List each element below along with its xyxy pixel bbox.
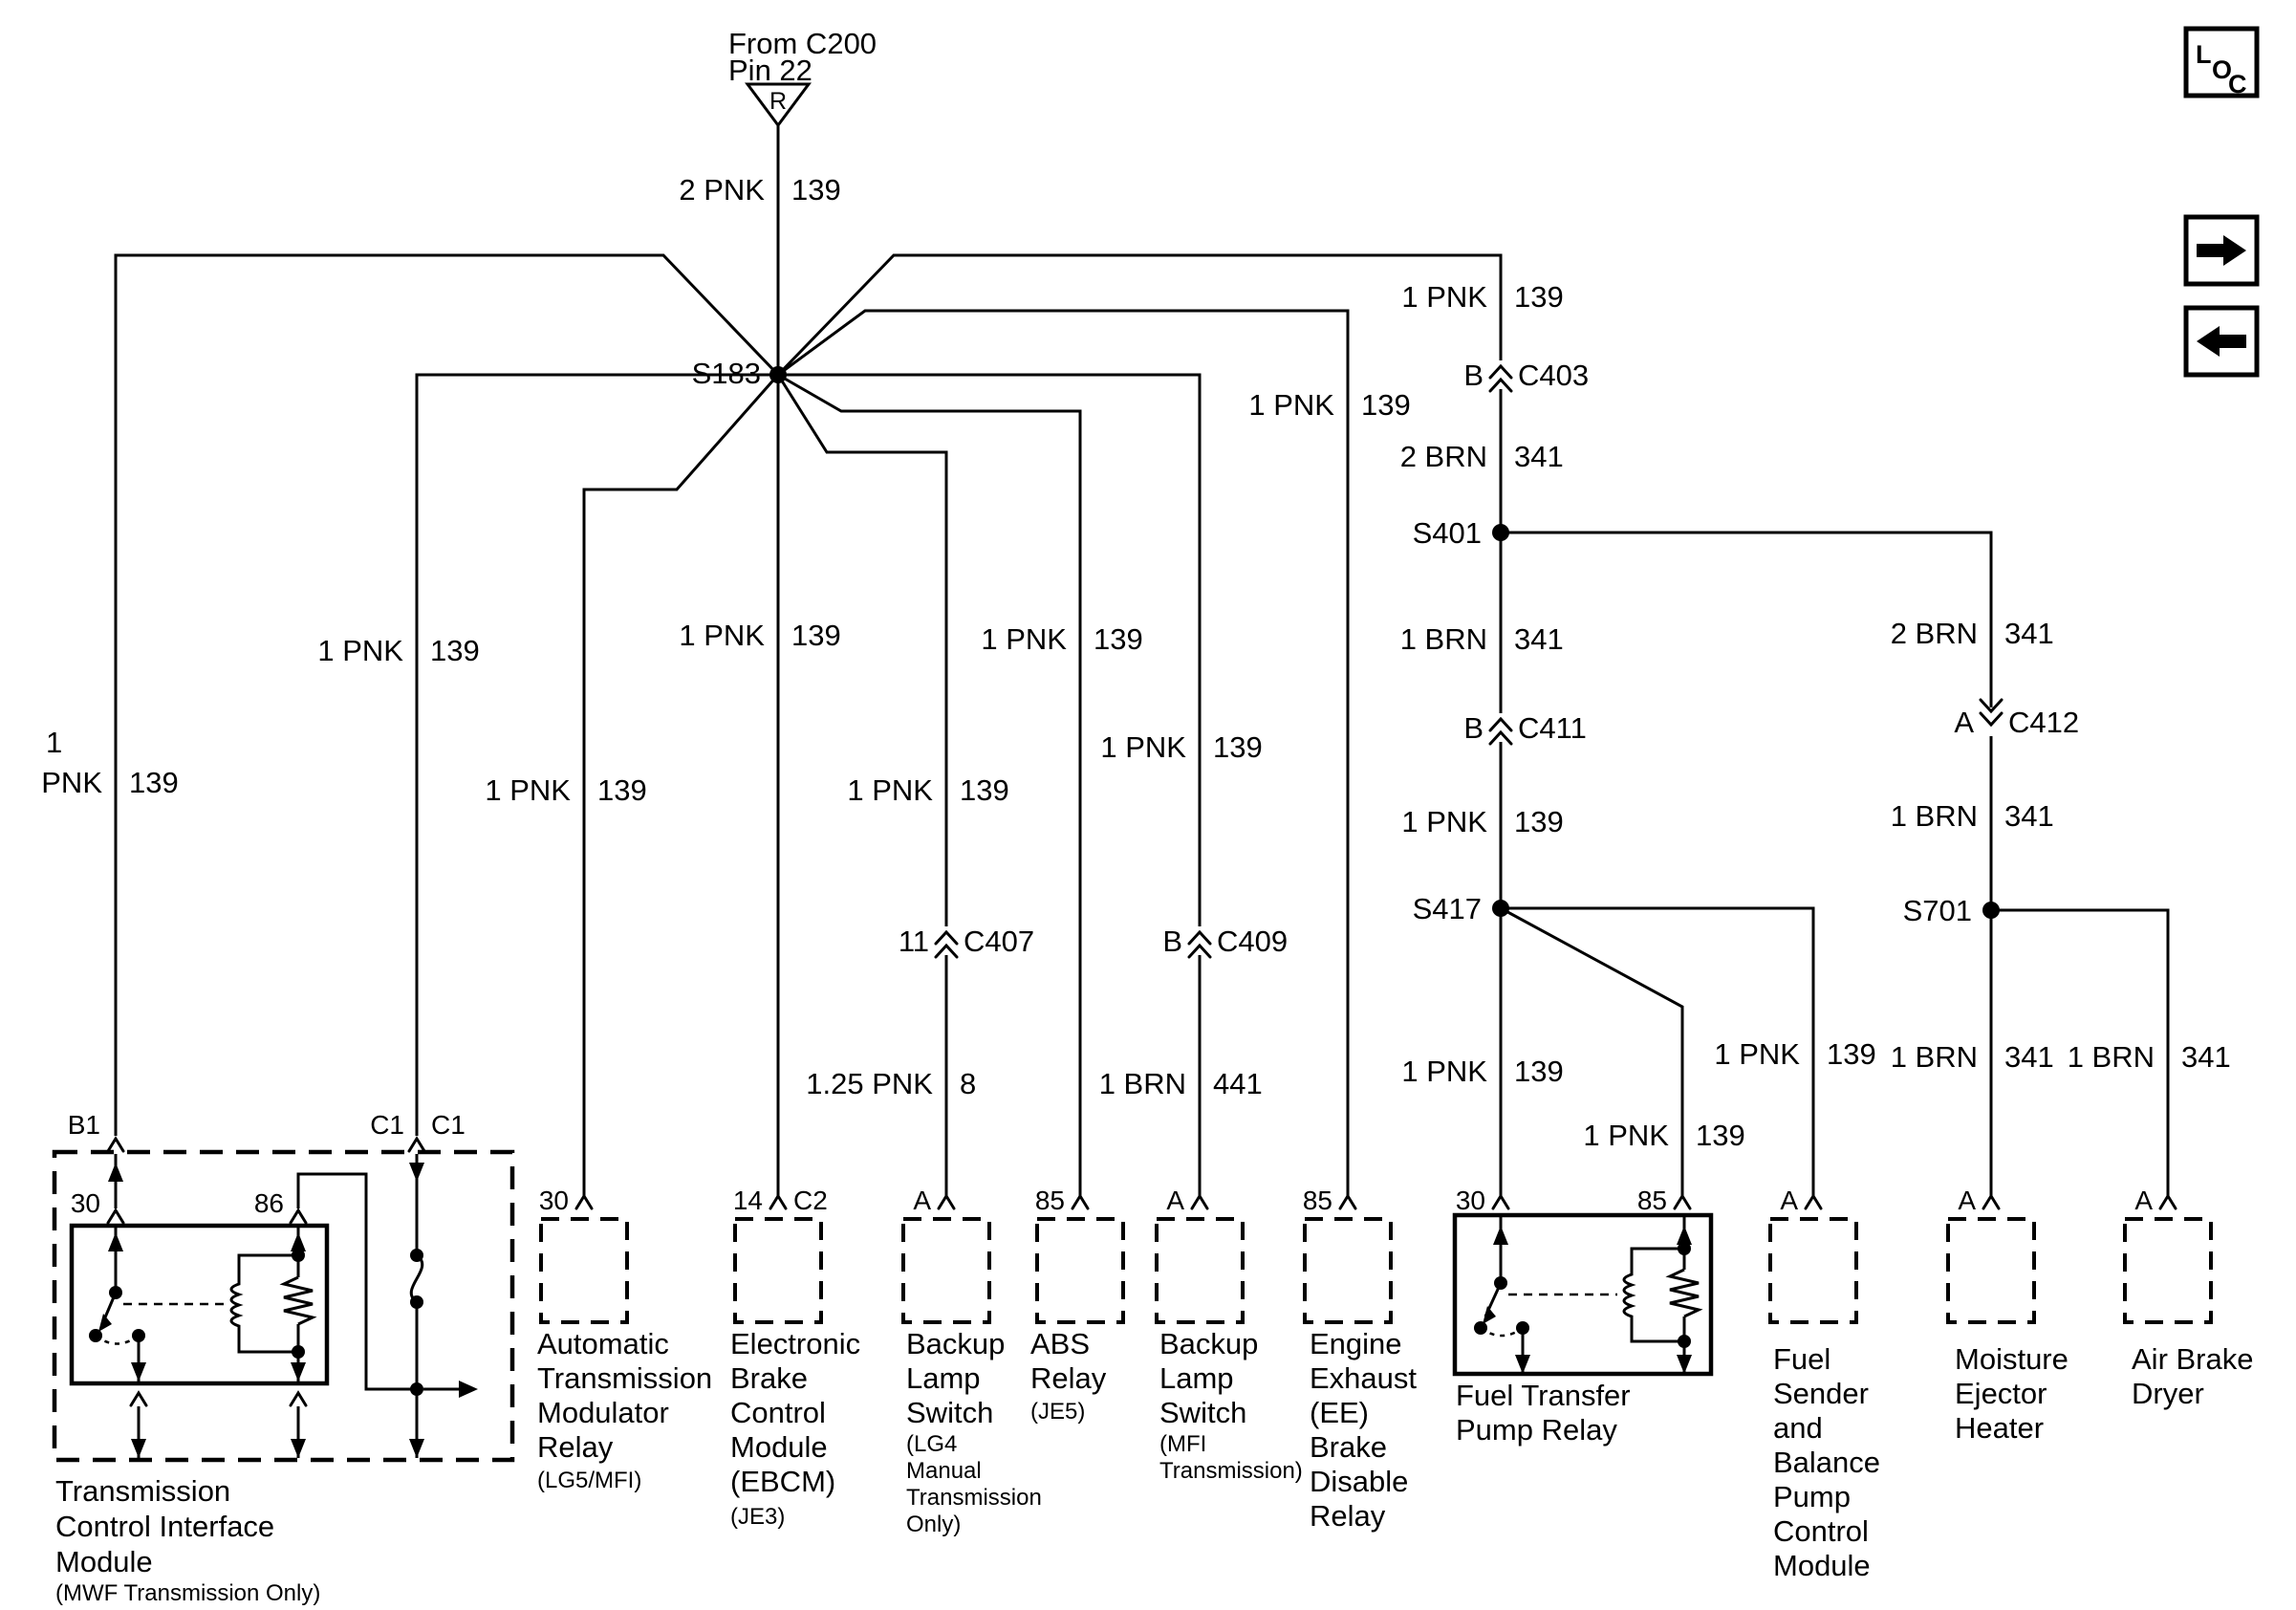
- box-abs-relay: [1037, 1219, 1123, 1322]
- splice-label-s417: S417: [1412, 892, 1482, 925]
- connector-pin-c407: 11: [898, 925, 929, 958]
- wire-label: 139: [129, 766, 179, 799]
- splice-dot-s401: [1492, 524, 1509, 541]
- wire-label: 1 BRN: [1890, 1040, 1978, 1074]
- box-fuel-pump-relay: [1455, 1215, 1711, 1374]
- caption-tcim-1: Transmission: [55, 1474, 231, 1508]
- pin-label-c1b: C1: [431, 1110, 466, 1140]
- pin-label-b1: B1: [67, 1110, 100, 1140]
- connector-id-c409: C409: [1217, 925, 1289, 958]
- wire-label: 139: [1696, 1119, 1745, 1152]
- caption-lg4: Switch: [906, 1396, 994, 1429]
- caption-mfi-small: (MFI: [1159, 1431, 1207, 1457]
- wire-label: 1 PNK: [1401, 1055, 1487, 1088]
- caption-lg4-small: (LG4: [906, 1431, 958, 1457]
- nav-icons: [2186, 29, 2257, 375]
- caption-ebcm-small: (JE3): [730, 1504, 786, 1530]
- wire-label: 1 BRN: [1890, 799, 1978, 833]
- wire-label: 1 PNK: [847, 773, 933, 807]
- wire-label: 1 PNK: [1401, 805, 1487, 838]
- wire-label: 1 PNK: [1248, 388, 1334, 422]
- feed-source-line1: From C200: [728, 27, 877, 60]
- caption-sender: and: [1773, 1411, 1823, 1445]
- caption-tcim-2: Control Interface: [55, 1510, 275, 1543]
- caption-moisture: Heater: [1955, 1411, 2045, 1445]
- caption-atmr: Automatic: [537, 1327, 669, 1360]
- component-boxes: [541, 1219, 2211, 1322]
- connector-id-c403: C403: [1518, 359, 1590, 392]
- wires: [116, 125, 2168, 1197]
- connector-pin-c411: B: [1463, 711, 1484, 745]
- wire-labels: [41, 173, 2230, 1152]
- caption-atmr-small: (LG5/MFI): [537, 1468, 642, 1493]
- tcim-module: [54, 1110, 512, 1606]
- feed-source-line2: Pin 22: [728, 54, 812, 87]
- caption-lg4-small: Transmission: [906, 1485, 1042, 1511]
- caption-relay-2: Pump Relay: [1456, 1413, 1617, 1447]
- connector-id-c407: C407: [964, 925, 1035, 958]
- wire-label: 341: [2181, 1040, 2231, 1074]
- caption-mfi: Switch: [1159, 1396, 1247, 1429]
- pin-chevron-86: [291, 1210, 306, 1223]
- box-ee-relay: [1305, 1219, 1391, 1322]
- wire-s417-to-relay85: [1501, 908, 1682, 1197]
- box-moisture-heater: [1948, 1219, 2034, 1322]
- caption-air: Dryer: [2132, 1377, 2204, 1410]
- pin-label-ebcm-c2: C2: [793, 1186, 828, 1215]
- wire-label: 139: [960, 773, 1009, 807]
- pin-label-ee-85: 85: [1302, 1186, 1332, 1215]
- box-backup-lg4: [903, 1219, 989, 1322]
- pin-label-sender-a: A: [1780, 1186, 1798, 1215]
- resistor-icon: [284, 1277, 313, 1324]
- pin-label-relay-30: 30: [1455, 1186, 1485, 1215]
- loc-letter-o: O: [2212, 55, 2233, 84]
- connector-pin-c409: B: [1162, 925, 1182, 958]
- caption-sender: Control: [1773, 1514, 1869, 1548]
- wire-label: 1 PNK: [1714, 1037, 1800, 1071]
- output-arrow-icon: [459, 1381, 478, 1398]
- pin-chevron-c1: [409, 1139, 424, 1151]
- wire-label: 139: [1514, 280, 1564, 314]
- pin-label-atmr-30: 30: [538, 1186, 569, 1215]
- pin-label-abs-85: 85: [1034, 1186, 1065, 1215]
- pin-chevron-30: [108, 1210, 123, 1223]
- wire-label: 441: [1213, 1067, 1263, 1100]
- pin-label-ebcm-14: 14: [732, 1186, 763, 1215]
- wire-86-to-c1: [298, 1174, 417, 1389]
- wire-label: 2 BRN: [1399, 440, 1487, 473]
- wire-label: 139: [1361, 388, 1411, 422]
- caption-relay-1: Fuel Transfer: [1456, 1379, 1631, 1412]
- caption-moisture: Moisture: [1955, 1342, 2069, 1376]
- wire-label: 1 BRN: [1399, 622, 1487, 656]
- caption-sender: Module: [1773, 1549, 1871, 1582]
- pin-label-air-a: A: [2134, 1186, 2153, 1215]
- prev-button[interactable]: [2186, 308, 2257, 375]
- wire-label: 139: [1514, 1055, 1564, 1088]
- box-ebcm: [735, 1219, 821, 1322]
- wire-label: 2 PNK: [679, 173, 765, 207]
- wire-label: 1 PNK: [679, 619, 765, 652]
- box-atmr: [541, 1219, 627, 1322]
- caption-abs: Relay: [1030, 1361, 1107, 1395]
- twisted-wire-icon: [411, 1255, 422, 1302]
- wire-label: PNK: [41, 766, 102, 799]
- component-captions: [537, 1327, 2253, 1582]
- caption-lg4-small: Manual: [906, 1458, 982, 1484]
- wire-label: 341: [2004, 799, 2054, 833]
- splice-label-s401: S401: [1412, 516, 1482, 550]
- inline-connectors: [899, 359, 2079, 958]
- caption-sender: Fuel: [1773, 1342, 1831, 1376]
- caption-mfi: Backup: [1159, 1327, 1259, 1360]
- box-air-dryer: [2125, 1219, 2211, 1322]
- box-backup-mfi: [1157, 1219, 1243, 1322]
- wire-label: 2 BRN: [1890, 617, 1978, 650]
- wire-label: 8: [960, 1067, 977, 1100]
- coil-icon: [231, 1255, 298, 1352]
- wire-label: 1 PNK: [1401, 280, 1487, 314]
- caption-lg4: Backup: [906, 1327, 1006, 1360]
- caption-sender: Pump: [1773, 1480, 1851, 1513]
- wire-label: 1 PNK: [981, 622, 1067, 656]
- wire-label: 1 BRN: [2067, 1040, 2155, 1074]
- pin-label-moisture-a: A: [1958, 1186, 1976, 1215]
- triangle-letter: R: [769, 88, 788, 115]
- connector-id-c412: C412: [2008, 706, 2080, 739]
- connector-pin-c412: A: [1954, 706, 1974, 739]
- caption-atmr: Transmission: [537, 1361, 713, 1395]
- caption-sender: Balance: [1773, 1446, 1881, 1479]
- splice-dot-s183: [769, 366, 787, 383]
- splice-label-s701: S701: [1902, 894, 1972, 927]
- caption-tcim-small: (MWF Transmission Only): [55, 1580, 321, 1606]
- pin-label-86: 86: [253, 1188, 284, 1218]
- caption-ee: Engine: [1310, 1327, 1402, 1360]
- wire-label: 1 PNK: [1583, 1119, 1669, 1152]
- connector-pin-c403: B: [1463, 359, 1484, 392]
- caption-ee: Brake: [1310, 1430, 1387, 1464]
- caption-tcim-3: Module: [55, 1545, 153, 1578]
- pin-label-mfi-a: A: [1166, 1186, 1184, 1215]
- wire-label: 139: [791, 173, 841, 207]
- caption-ee: (EE): [1310, 1396, 1369, 1429]
- wire-label: 1: [46, 726, 63, 759]
- wire-label: 341: [1514, 440, 1564, 473]
- caption-ebcm: Module: [730, 1430, 828, 1464]
- caption-sender: Sender: [1773, 1377, 1869, 1410]
- wire-label: 139: [1514, 805, 1564, 838]
- wire-label: 1 BRN: [1098, 1067, 1186, 1100]
- loc-letter-c: C: [2228, 70, 2247, 98]
- wire-label: 1.25 PNK: [806, 1067, 933, 1100]
- wire-label: 139: [1827, 1037, 1876, 1071]
- caption-atmr: Relay: [537, 1430, 614, 1464]
- feed-source-symbol: [728, 27, 877, 125]
- loc-letter-l: L: [2196, 40, 2212, 69]
- box-fuel-sender: [1770, 1219, 1856, 1322]
- caption-moisture: Ejector: [1955, 1377, 2047, 1410]
- wire-label: 1 PNK: [1100, 730, 1186, 764]
- wire-label: 139: [1213, 730, 1263, 764]
- pin-label-relay-85: 85: [1636, 1186, 1667, 1215]
- caption-abs-small: (JE5): [1030, 1399, 1086, 1425]
- wire-label: 1 PNK: [317, 634, 403, 667]
- caption-lg4: Lamp: [906, 1361, 981, 1395]
- caption-ebcm: Control: [730, 1396, 826, 1429]
- fuel-pump-relay-module: [1455, 1215, 1711, 1447]
- pin-label-lg4-a: A: [913, 1186, 931, 1215]
- caption-ebcm: Electronic: [730, 1327, 861, 1360]
- caption-ee: Disable: [1310, 1465, 1409, 1498]
- caption-ebcm: (EBCM): [730, 1465, 836, 1498]
- caption-mfi: Lamp: [1159, 1361, 1234, 1395]
- caption-mfi-small: Transmission): [1159, 1458, 1303, 1484]
- coil-icon: [1624, 1249, 1684, 1341]
- splice-dot-s701: [1982, 902, 2000, 919]
- resistor-icon: [1670, 1270, 1699, 1316]
- wire-label: 341: [1514, 622, 1564, 656]
- wire-s183-to-b1: [116, 255, 778, 1136]
- pin-chevron-b1: [108, 1139, 123, 1151]
- wire-label: 139: [1094, 622, 1143, 656]
- caption-abs: ABS: [1030, 1327, 1091, 1360]
- caption-atmr: Modulator: [537, 1396, 669, 1429]
- caption-ee: Exhaust: [1310, 1361, 1418, 1395]
- loc-button[interactable]: [2186, 29, 2257, 98]
- splice-dot-s417: [1492, 900, 1509, 917]
- wire-label: 139: [791, 619, 841, 652]
- wire-label: 139: [597, 773, 647, 807]
- connector-id-c411: C411: [1518, 711, 1587, 745]
- wire-label: 341: [2004, 1040, 2054, 1074]
- next-button[interactable]: [2186, 217, 2257, 284]
- splices: [692, 357, 2000, 927]
- wire-label: 341: [2004, 617, 2054, 650]
- pin-label-30: 30: [70, 1188, 100, 1218]
- splice-label-s183: S183: [691, 357, 761, 390]
- caption-air: Air Brake: [2132, 1342, 2254, 1376]
- caption-lg4-small: Only): [906, 1512, 962, 1537]
- caption-ebcm: Brake: [730, 1361, 808, 1395]
- pin-label-c1a: C1: [370, 1110, 404, 1140]
- caption-ee: Relay: [1310, 1499, 1386, 1533]
- wire-label: 1 PNK: [485, 773, 571, 807]
- wire-label: 139: [430, 634, 480, 667]
